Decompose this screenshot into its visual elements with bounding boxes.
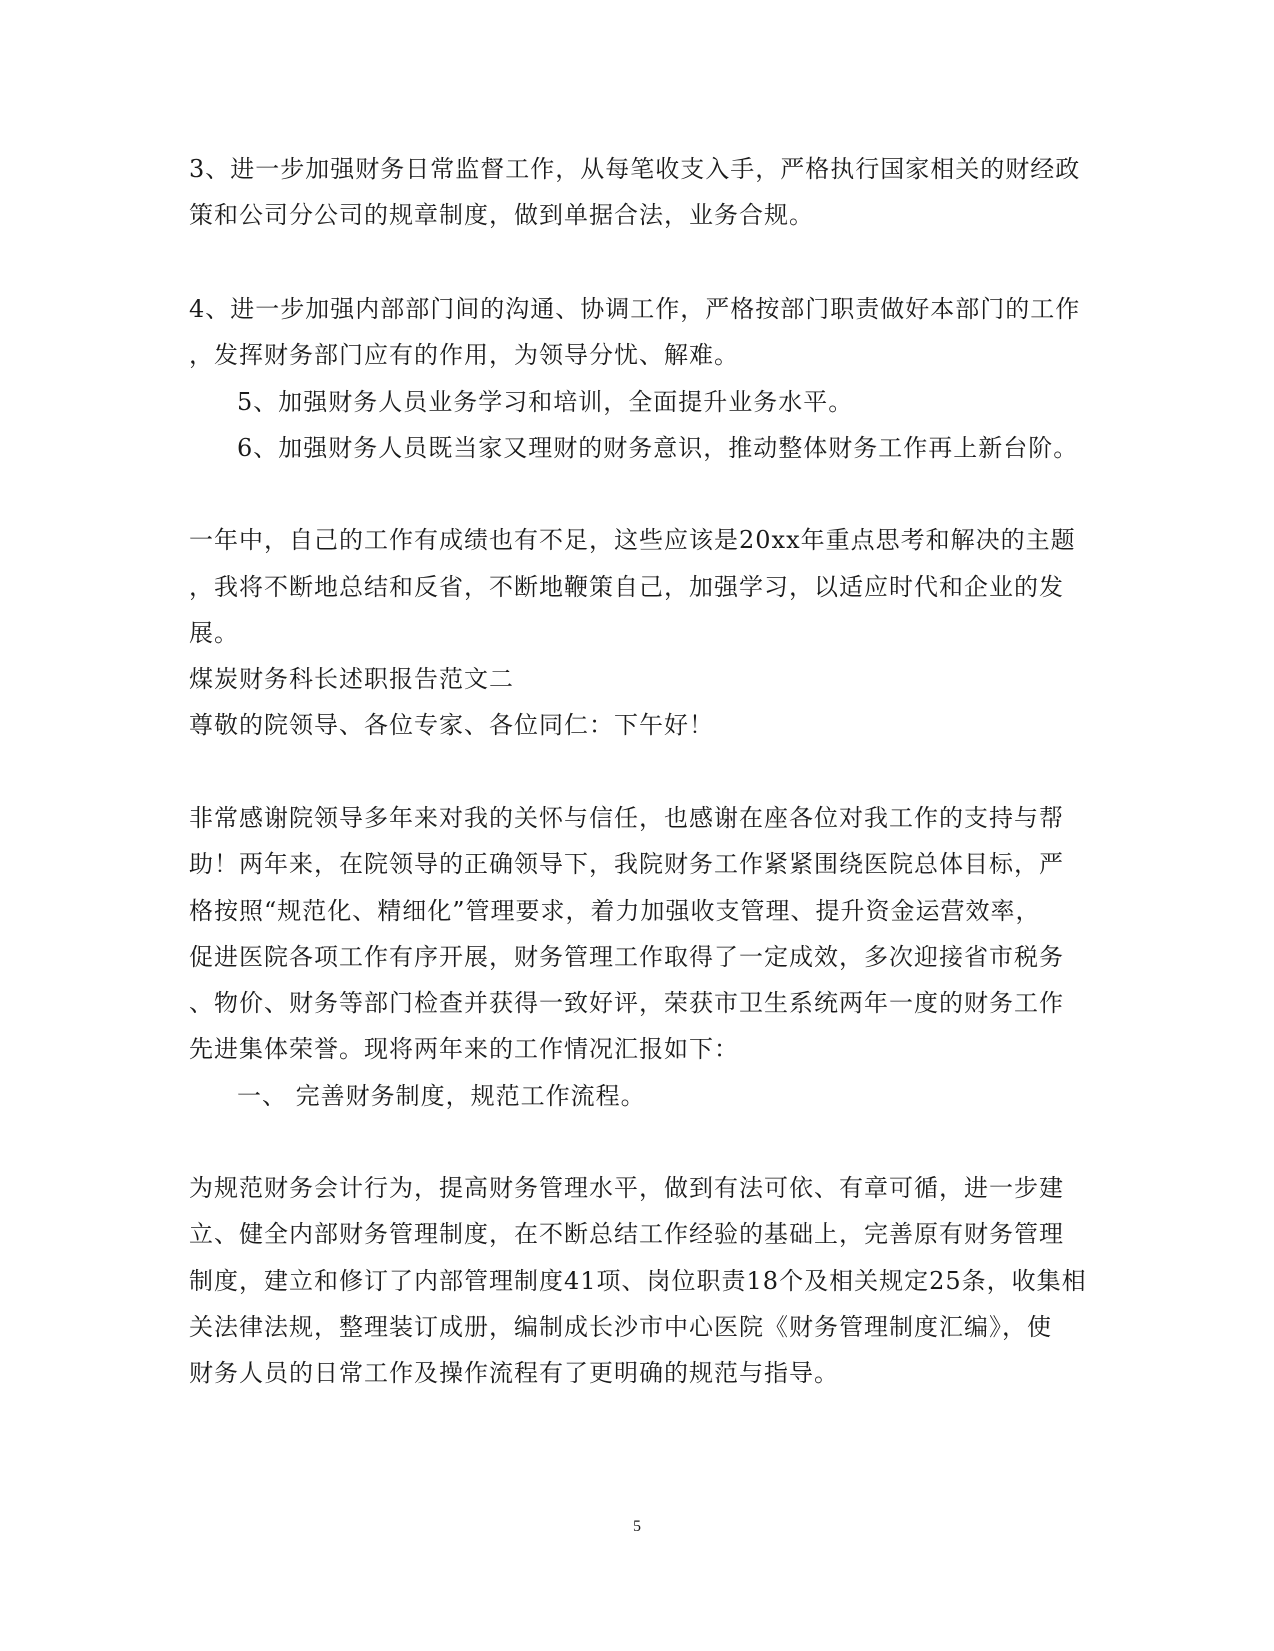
body-line-2: 立、健全内部财务管理制度，在不断总结工作经验的基础上，完善原有财务管理: [189, 1220, 1064, 1248]
page-number: 5: [633, 1518, 641, 1535]
intro-line-1: 非常感谢院领导多年来对我的关怀与信任，也感谢在座各位对我工作的支持与帮: [189, 804, 1064, 832]
section-title: 煤炭财务科长述职报告范文二: [189, 665, 514, 693]
intro-line-4: 促进医院各项工作有序开展，财务管理工作取得了一定成效，多次迎接省市税务: [189, 943, 1064, 971]
heading-one: 一、 完善财务制度，规范工作流程。: [237, 1082, 646, 1110]
intro-line-2: 助！两年来，在院领导的正确领导下，我院财务工作紧紧围绕医院总体目标，严: [189, 850, 1064, 878]
intro-line-6: 先进集体荣誉。现将两年来的工作情况汇报如下：: [189, 1035, 739, 1063]
intro-line-5: 、物价、财务等部门检查并获得一致好评，荣获市卫生系统两年一度的财务工作: [189, 989, 1064, 1017]
summary-line-3: 展。: [189, 619, 239, 647]
paragraph-3-line-2: 策和公司分公司的规章制度，做到单据合法，业务合规。: [189, 201, 814, 229]
paragraph-3-line-1: 3、进一步加强财务日常监督工作，从每笔收支入手，严格执行国家相关的财经政: [189, 155, 1081, 183]
summary-line-2: ，我将不断地总结和反省，不断地鞭策自己，加强学习，以适应时代和企业的发: [189, 573, 1064, 601]
summary-line-1: 一年中，自己的工作有成绩也有不足，这些应该是20xx年重点思考和解决的主题: [189, 526, 1076, 554]
body-line-5: 财务人员的日常工作及操作流程有了更明确的规范与指导。: [189, 1359, 839, 1387]
greeting: 尊敬的院领导、各位专家、各位同仁：下午好！: [189, 711, 714, 739]
body-line-1: 为规范财务会计行为，提高财务管理水平，做到有法可依、有章可循，进一步建: [189, 1174, 1064, 1202]
paragraph-5: 5、加强财务人员业务学习和培训，全面提升业务水平。: [237, 388, 854, 416]
paragraph-4-line-2: ，发挥财务部门应有的作用，为领导分忧、解难。: [189, 341, 739, 369]
body-line-4: 关法律法规，整理装订成册，编制成长沙市中心医院《财务管理制度汇编》，使: [189, 1313, 1052, 1341]
paragraph-6: 6、加强财务人员既当家又理财的财务意识，推动整体财务工作再上新台阶。: [237, 434, 1079, 462]
paragraph-4-line-1: 4、进一步加强内部部门间的沟通、协调工作，严格按部门职责做好本部门的工作: [189, 295, 1081, 323]
intro-line-3: 格按照“规范化、精细化”管理要求，着力加强收支管理、提升资金运营效率，: [189, 897, 1041, 925]
body-line-3: 制度，建立和修订了内部管理制度41项、岗位职责18个及相关规定25条，收集相: [189, 1267, 1087, 1295]
